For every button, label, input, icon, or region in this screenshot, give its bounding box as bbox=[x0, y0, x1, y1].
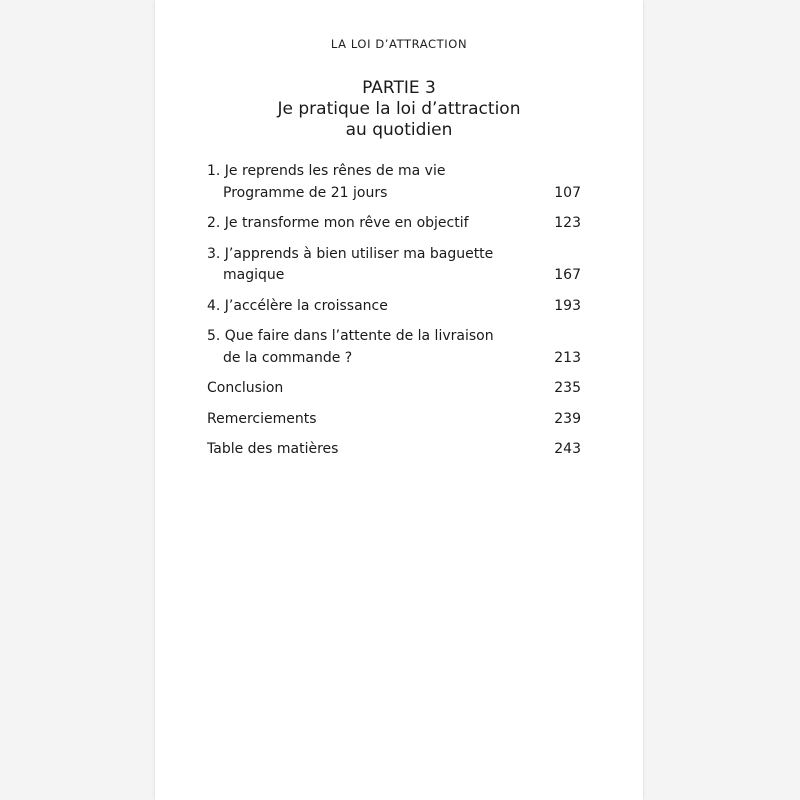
toc-entry-title: Table des matières bbox=[207, 441, 339, 457]
toc-entry-continuation-text: magique bbox=[223, 267, 285, 283]
toc-page-number: 243 bbox=[554, 441, 581, 457]
table-of-contents bbox=[207, 161, 581, 470]
toc-entry-continuation bbox=[207, 265, 581, 287]
toc-entry bbox=[207, 244, 581, 287]
toc-entry-title: Conclusion bbox=[207, 380, 284, 396]
toc-page-number: 235 bbox=[554, 380, 581, 396]
toc-entry bbox=[207, 296, 581, 318]
toc-entry-title: Remerciements bbox=[207, 410, 317, 427]
toc-entry bbox=[207, 378, 581, 400]
book-page bbox=[155, 0, 643, 800]
toc-entry-title: 2. Je transforme mon rêve en objectif bbox=[207, 215, 469, 231]
toc-page-number: 213 bbox=[554, 349, 581, 366]
running-head: LA LOI D’ATTRACTION bbox=[330, 37, 468, 51]
toc-entry-line bbox=[207, 378, 581, 400]
toc-page-number: 107 bbox=[554, 184, 581, 201]
toc-entry-line bbox=[207, 409, 581, 431]
toc-entry-title: 4. J’accélère la croissance bbox=[207, 297, 388, 314]
toc-entry bbox=[207, 161, 581, 204]
toc-entry bbox=[207, 439, 581, 461]
toc-entry bbox=[207, 326, 581, 369]
toc-entry-continuation-text: de la commande ? bbox=[223, 349, 353, 366]
part-title-line-1: Je pratique la loi d’attraction bbox=[277, 99, 521, 119]
toc-entry bbox=[207, 213, 581, 235]
toc-entry-line bbox=[207, 296, 581, 318]
part-title-line-2: au quotidien bbox=[345, 120, 453, 140]
toc-page-number: 167 bbox=[554, 267, 581, 283]
toc-entry-subtitle-text: Programme de 21 jours bbox=[223, 184, 388, 201]
toc-entry-line bbox=[207, 439, 581, 461]
toc-page-number: 123 bbox=[554, 215, 581, 231]
part-heading bbox=[155, 78, 643, 141]
part-label: PARTIE 3 bbox=[362, 78, 436, 98]
toc-entry-title: 3. J’apprends à bien utiliser ma baguette bbox=[207, 245, 494, 262]
toc-entry-subtitle bbox=[207, 183, 581, 205]
toc-entry-line bbox=[207, 213, 581, 235]
toc-entry-title: 5. Que faire dans l’attente de la livraison bbox=[207, 328, 494, 344]
toc-entry-title: 1. Je reprends les rênes de ma vie bbox=[207, 163, 446, 179]
toc-page-number: 239 bbox=[554, 410, 581, 427]
toc-page-number: 193 bbox=[554, 297, 581, 314]
toc-entry bbox=[207, 409, 581, 431]
toc-entry-continuation bbox=[207, 348, 581, 370]
